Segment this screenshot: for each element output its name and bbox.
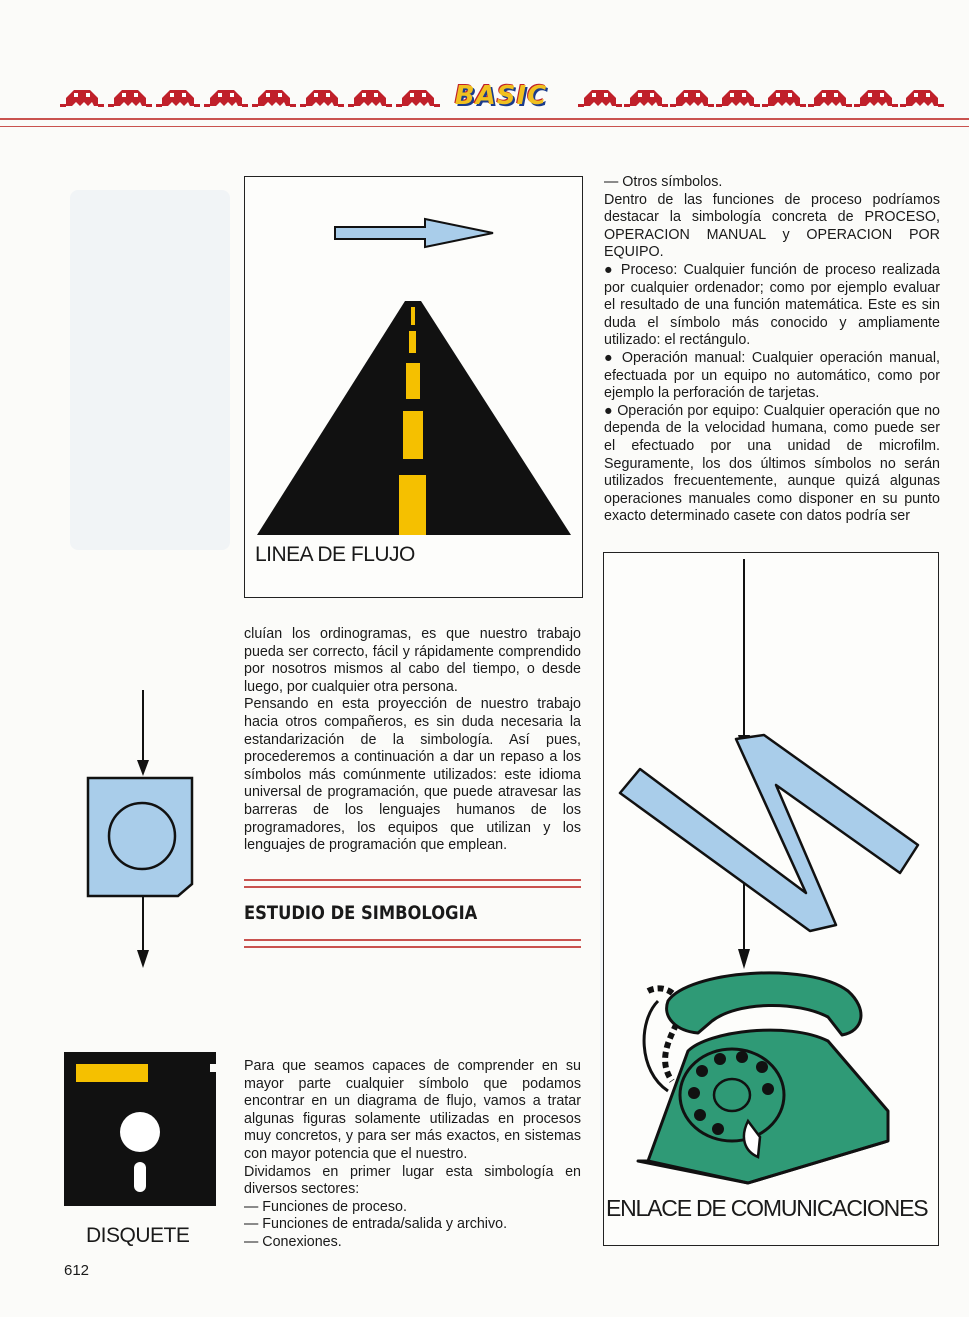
disk-storage-symbol xyxy=(86,690,196,970)
right-column-paragraph: Dentro de las funciones de proceso podríamos destacar la simbología concreta de PROCESO, OPERACION MANUAL y OPERACION POR EQUIPO. xyxy=(604,191,940,261)
list-item: ● Operación manual: Cualquier operación manual, efectuada por un equipo no automático, como por ejemplo la perforación de tarjetas. xyxy=(604,349,940,402)
flow-arrow-icon xyxy=(333,217,499,249)
center-paragraph-3: Para que seamos capaces de comprender en su mayor parte cualquier símbolo que podamos encontrar en un diagrama de flujo, vamos a tratar algunas figuras solamente utilizadas en procesos muy concretos, y para ser más exactos, en sistemas con mayor potencia que el nuestro. xyxy=(244,1058,581,1162)
invader-row-right xyxy=(578,84,948,112)
list-item: ● Operación por equipo: Cualquier operación que no dependa de la velocidad humana, como puede ser el efectuado por una unidad de microfilm. Seguramente, los dos últimos símbolos no serán utilizados frecuentemente, aunque quizá algunas operaciones manuales como disponer en su punto exacto determinado casete con datos podría ser xyxy=(604,402,941,525)
lightning-bolt-icon xyxy=(618,733,928,933)
section-title: ESTUDIO DE SIMBOLOGIA xyxy=(244,902,478,924)
bullet-equipment-operation: Operación por equipo: Cualquier operación que no dependa de la velocidad humana, como puede ser el efectuado por una unidad de microfilm. Seguramente, los dos últimos símbolos no serán utilizados frecuentemente, aunque quizá algunas operaciones manuales como disponer en su punto exacto determinado casete con datos podría ser xyxy=(604,402,941,525)
floppy-disk-caption: DISQUETE xyxy=(86,1224,190,1247)
center-column-lower xyxy=(244,1058,581,1252)
right-column-text xyxy=(604,174,940,526)
center-paragraph-4: Dividamos en primer lugar esta simbología en diversos sectores: xyxy=(244,1163,581,1198)
header-rule xyxy=(0,118,969,120)
list-item: — Funciones de entrada/salida y archivo. xyxy=(244,1216,508,1233)
page-number: 612 xyxy=(64,1262,90,1279)
invader-row-left xyxy=(60,84,450,112)
floppy-disk-icon xyxy=(64,1050,220,1208)
list-item: — Funciones de proceso. xyxy=(244,1198,407,1215)
list-item: ● Proceso: Cualquier función de proceso realizada por cualquier ordenador; como por ejemplo evaluar el resultado de una función matemática. Este es sin duda el símbolo más conocido y ampliamente utilizado: el rectángulo. xyxy=(604,261,940,349)
center-column-upper xyxy=(244,626,581,855)
flow-line-figure xyxy=(244,176,583,598)
header-rule xyxy=(0,126,969,127)
right-column-intro: — Otros símbolos. xyxy=(604,174,723,190)
basic-logo: BASIC xyxy=(454,81,548,111)
show-through-background xyxy=(70,190,230,550)
communication-link-figure xyxy=(603,552,939,1246)
flow-line-caption: LINEA DE FLUJO xyxy=(255,543,415,566)
sector-list xyxy=(244,1199,581,1252)
center-paragraph-1: cluían los ordinogramas, es que nuestro trabajo pueda ser correcto, fácil y rápidamente comprendido por nosotros mismos al cabo del tiempo, o desde luego, por cualquier otra persona. xyxy=(244,626,581,695)
communication-link-caption: ENLACE DE COMUNICACIONES xyxy=(606,1195,928,1221)
bullet-process: Proceso: Cualquier función de proceso realizada por cualquier ordenador; como por ejemplo evaluar el resultado de una función matemática. Este es sin duda el símbolo más conocido y ampliamente utilizado: el rectángulo. xyxy=(604,261,940,349)
symbol-bullet-list xyxy=(604,262,940,526)
down-arrow-icon xyxy=(734,559,754,759)
bullet-manual-operation: Operación manual: Cualquier operación manual, efectuada por un equipo no automático, como por ejemplo la perforación de tarjetas. xyxy=(604,349,940,402)
telephone-icon xyxy=(628,961,898,1189)
center-paragraph-2: Pensando en esta proyección de nuestro trabajo hacia otros compañeros, es sin duda necesaria la estandarización de la simbología. Así pues, procederemos a continuación a dar un repaso a los símbolos más comúnmente utilizados: este idioma universal de programación, que puede atravesar las barreras de los lenguajes humanos de los programadores, los equipos que utilizan y los lenguajes de programación que emplean. xyxy=(244,696,581,854)
section-rule-top xyxy=(244,879,581,888)
down-arrow-icon xyxy=(734,883,754,973)
section-rule-bottom xyxy=(244,939,581,948)
list-item: — Conexiones. xyxy=(244,1233,342,1250)
road-icon xyxy=(255,299,573,537)
